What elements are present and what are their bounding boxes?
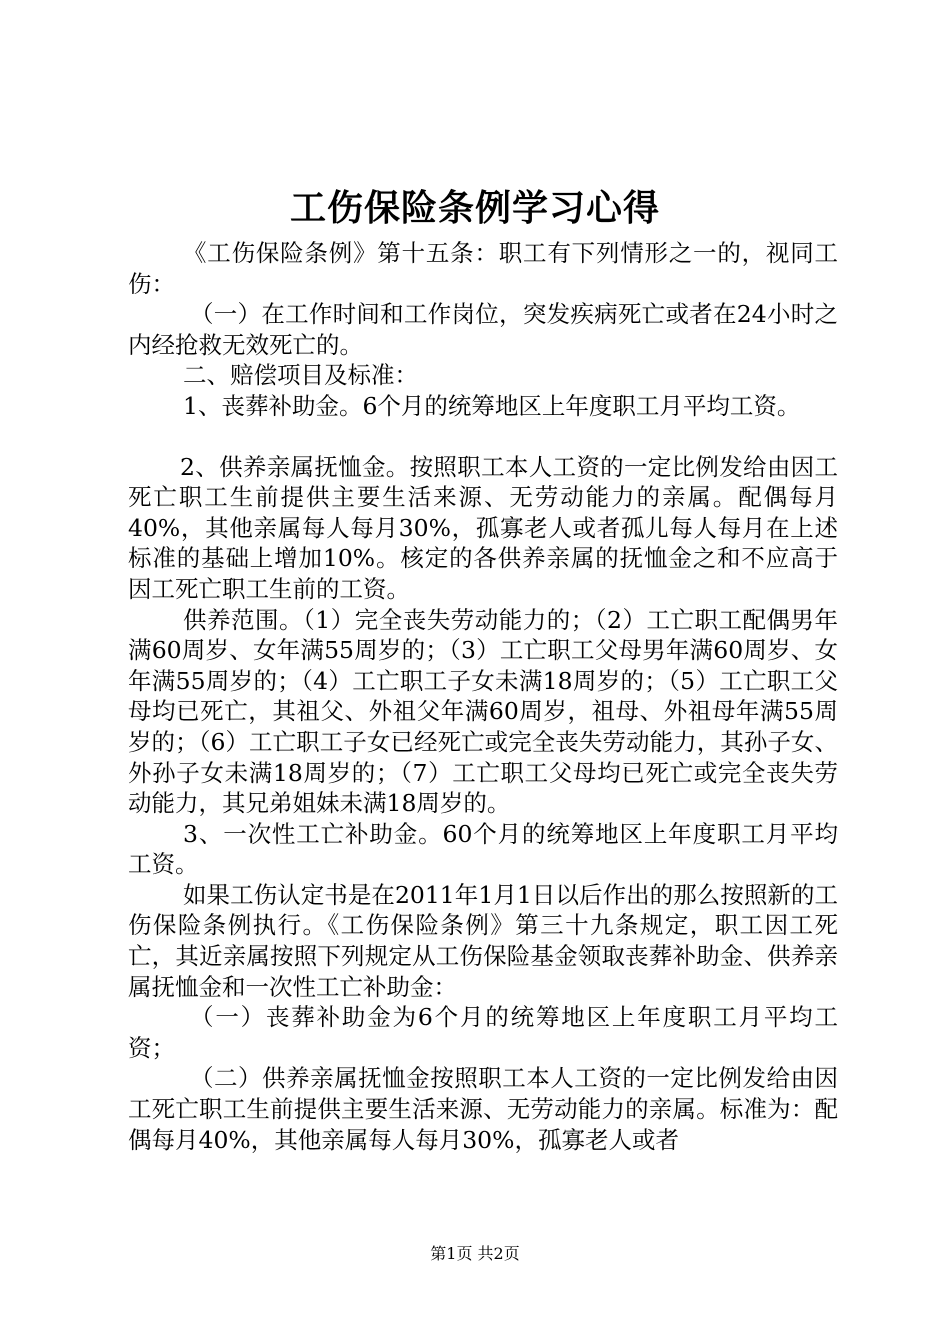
paragraph-section-2: 二、赔偿项目及标准： (183, 361, 418, 390)
paragraph-item-1: （一）在工作时间和工作岗位，突发疾病死亡或者在24小时之内经抢救无效死亡的。 (128, 300, 838, 359)
paragraph-item-funeral: （一）丧葬补助金为6个月的统筹地区上年度职工月平均工资； (128, 1003, 838, 1062)
page-number-footer: 第1页 共2页 (430, 1244, 520, 1263)
paragraph-funeral-subsidy: 1、丧葬补助金。6个月的统筹地区上年度职工月平均工资。 (183, 391, 801, 420)
document-body (128, 238, 838, 1155)
paragraph-support-scope: 供养范围。（1）完全丧失劳动能力的；（2）工亡职工配偶男年满60周岁、女年满55周岁的；（3）工亡职工父母男年满60周岁、女年满55周岁的；（4）工亡职工子女未满18周岁的；（5）工亡职工父母均已死亡，其祖父、外祖父年满60周岁，祖母、外祖母年满55周岁的；（6）工亡职工子女已经死亡或完全丧失劳动能力，其孙子女、外孙子女未满18周岁的；（7）工亡职工父母均已死亡或完全丧失劳动能力，其兄弟姐妹未满18周岁的。 (128, 605, 838, 818)
paragraph-lump-sum-subsidy: 3、一次性工亡补助金。60个月的统筹地区上年度职工月平均工资。 (128, 819, 838, 879)
document-title: 工伤保险条例学习心得 (289, 187, 660, 229)
paragraph-article-39: 如果工伤认定书是在2011年1月1日以后作出的那么按照新的工伤保险条例执行。《工伤保险条例》第三十九条规定，职工因工死亡，其近亲属按照下列规定从工伤保险基金领取丧葬补助金、供养亲属抚恤金和一次性工亡补助金： (128, 880, 838, 1001)
paragraph-item-pension: （二）供养亲属抚恤金按照职工本人工资的一定比例发给由因工死亡职工生前提供主要生活来源、无劳动能力的亲属。标准为：配偶每月40%，其他亲属每人每月30%，孤寡老人或者 (128, 1064, 838, 1154)
paragraph-dependent-pension: 2、供养亲属抚恤金。按照职工本人工资的一定比例发给由因工死亡职工生前提供主要生活来源、无劳动能力的亲属。配偶每月40%，其他亲属每人每月30%，孤寡老人或者孤儿每人每月在上述标准的基础上增加10%。核定的各供养亲属的抚恤金之和不应高于因工死亡职工生前的工资。 (128, 452, 838, 603)
paragraph-article-15: 《工伤保险条例》第十五条：职工有下列情形之一的，视同工伤： (128, 239, 838, 298)
